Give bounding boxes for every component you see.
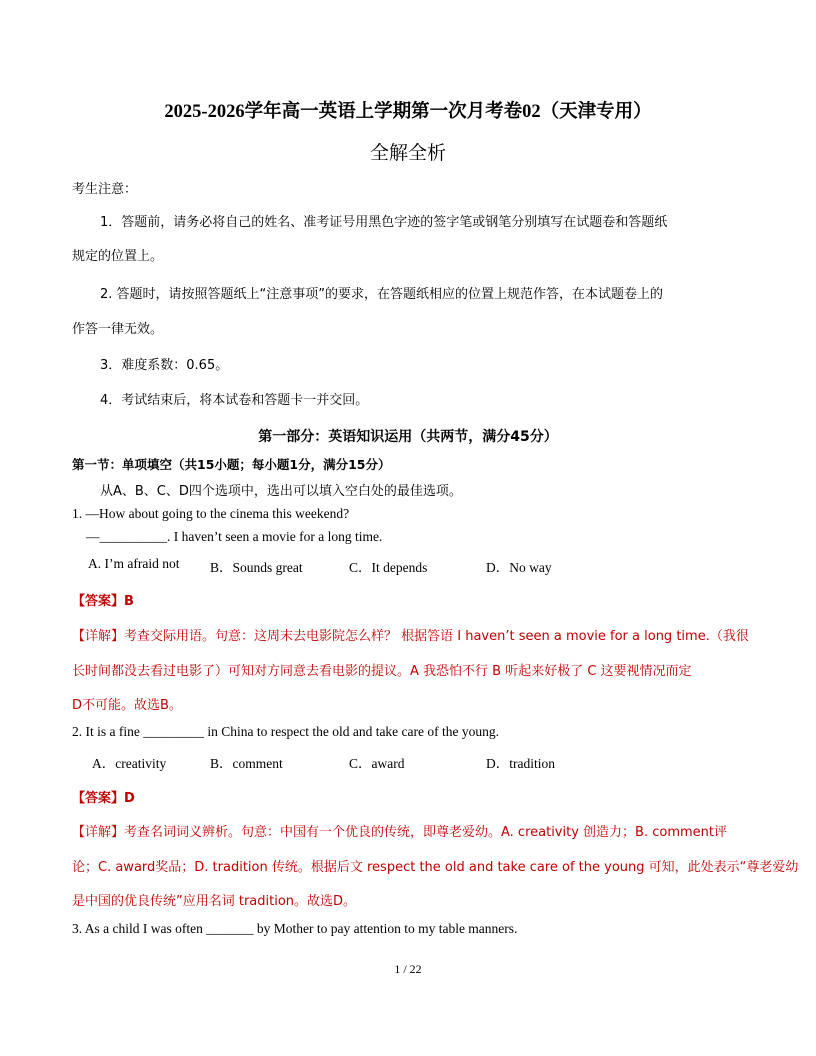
q1-option-a: A. I’m afraid not: [88, 556, 180, 571]
notice-item-1-line-2: 规定的位置上。: [72, 249, 164, 264]
q1-option-d: D．No way: [486, 560, 552, 575]
part1-heading: 第一部分：英语知识运用（共两节，满分45分）: [258, 429, 558, 445]
notice-item-2-line-2: 作答一律无效。: [72, 322, 164, 337]
q3-stem-line-1: 3. As a child I was often _______ by Mother to pay attention to my table manners.: [72, 921, 518, 936]
q1-answer: 【答案】B: [72, 594, 134, 609]
q1-option-b: B．Sounds great: [210, 560, 303, 575]
notice-heading: 考生注意：: [72, 182, 138, 197]
document-subtitle: 全解全析: [369, 142, 446, 164]
section1-heading: 第一节：单项填空（共15小题；每小题1分，满分15分）: [72, 457, 391, 472]
q1-stem-line-1: 1. —How about going to the cinema this weekend?: [72, 506, 350, 521]
page-number: 1 / 22: [394, 962, 422, 976]
q2-option-d: D．tradition: [486, 756, 555, 771]
q1-option-c: C．It depends: [349, 560, 428, 575]
section1-instruction: 从A、B、C、D四个选项中，选出可以填入空白处的最佳选项。: [100, 484, 462, 499]
q1-stem-line-2: —__________. I haven’t seen a movie for a long time.: [86, 529, 383, 544]
q2-analysis-line-2: 论；C. award奖品；D. tradition 传统。根据后文 respect the old and take care of the young 可知，此处表示“尊老爱幼: [72, 860, 799, 875]
q2-analysis-line-1: 【详解】考查名词词义辨析。句意：中国有一个优良的传统，即尊老爱幼。A. creativity 创造力；B. comment评: [72, 825, 727, 840]
notice-item-2-line-1: 2. 答题时，请按照答题纸上“注意事项”的要求，在答题纸相应的位置上规范作答，在本试题卷上的: [100, 287, 664, 302]
notice-item-4: 4．考试结束后，将本试卷和答题卡一并交回。: [100, 393, 369, 408]
q2-stem-line-1: 2. It is a fine _________ in China to respect the old and take care of the young.: [72, 724, 500, 739]
q2-option-a: A．creativity: [92, 756, 167, 771]
q2-option-b: B．comment: [210, 756, 283, 771]
q2-answer: 【答案】D: [72, 791, 135, 806]
q2-analysis-line-3: 是中国的优良传统”应用名词 tradition。故选D。: [72, 894, 357, 909]
document-title: 2025-2026学年高一英语上学期第一次月考卷02（天津专用）: [164, 102, 652, 122]
q1-analysis-line-2: 长时间都没去看过电影了）可知对方同意去看电影的提议。A 我恐怕不行 B 听起来好极了 C 这要视情况而定: [72, 664, 692, 679]
q2-option-c: C．award: [349, 756, 405, 771]
notice-item-3: 3．难度系数：0.65。: [100, 358, 229, 373]
q1-analysis-line-3: D不可能。故选B。: [72, 698, 182, 713]
q1-analysis-line-1: 【详解】考查交际用语。句意：这周末去电影院怎么样？ 根据答语 I haven’t seen a movie for a long time.（我很: [72, 629, 749, 644]
notice-item-1-line-1: 1．答题前，请务必将自己的姓名、准考证号用黑色字迹的签字笔或钢笔分别填写在试题卷和答题纸: [100, 215, 668, 230]
